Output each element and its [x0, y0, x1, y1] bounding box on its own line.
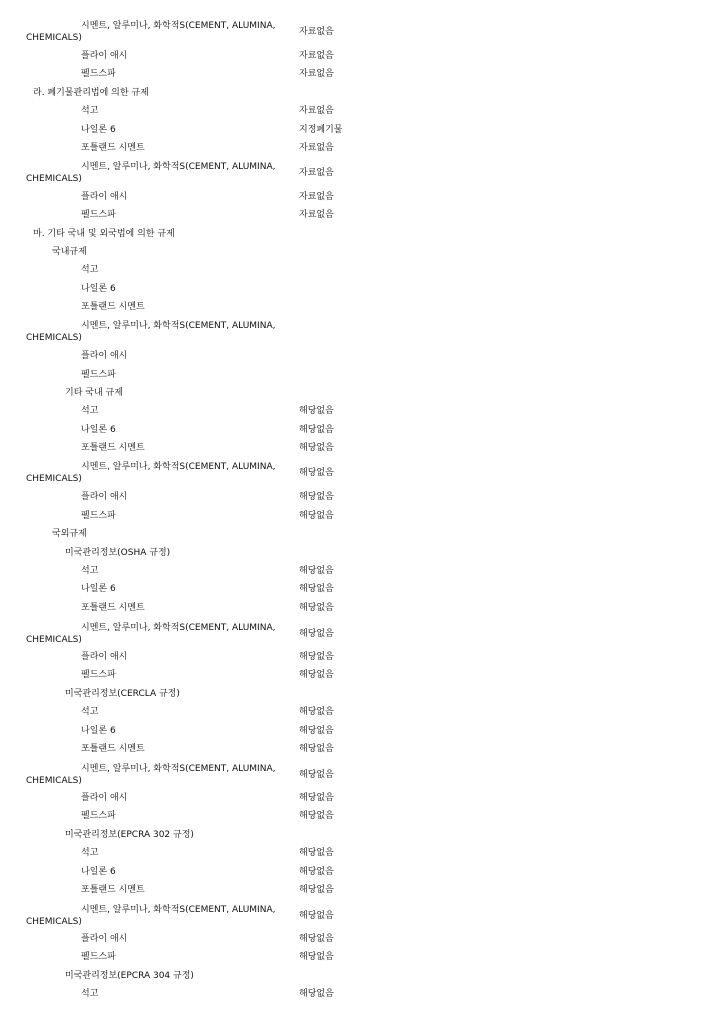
item-name-continued: CHEMICALS)	[26, 333, 82, 343]
gypsum-row	[0, 706, 724, 718]
portland-row	[0, 884, 724, 896]
item-value: 해당없음	[299, 584, 334, 594]
feldspar-row	[0, 951, 724, 963]
item-name: 펠드스파	[81, 69, 116, 79]
item-value: 해당없음	[299, 443, 334, 453]
item-name: 플라이 애시	[81, 51, 128, 61]
item-value: 해당없음	[299, 911, 334, 921]
item-name: 석고	[81, 566, 99, 576]
item-name: 펠드스파	[81, 210, 116, 220]
item-name: 펠드스파	[81, 511, 116, 521]
fly-ash-row	[0, 651, 724, 663]
item-name: 시멘트, 알루미나, 화학적S(CEMENT, ALUMINA,	[81, 462, 276, 472]
feldspar-row	[0, 510, 724, 522]
item-value: 해당없음	[299, 934, 334, 944]
item-value: 지정폐기물	[299, 125, 343, 135]
item-value: 해당없음	[299, 670, 334, 680]
item-value: 해당없음	[299, 793, 334, 803]
item-name: 나일론 6	[81, 584, 116, 594]
feldspar-row	[0, 810, 724, 822]
item-value: 해당없음	[299, 406, 334, 416]
item-value: 해당없음	[299, 726, 334, 736]
item-name: 포틀랜드 시멘트	[81, 603, 145, 613]
feldspar-row	[0, 68, 724, 80]
cement-row	[0, 20, 724, 44]
item-name: 펠드스파	[81, 952, 116, 962]
item-value: 해당없음	[299, 867, 334, 877]
gypsum-row	[0, 847, 724, 859]
item-name-continued: CHEMICALS)	[26, 635, 82, 645]
item-name: 펠드스파	[81, 811, 116, 821]
portland-row	[0, 602, 724, 614]
cement-row	[0, 763, 724, 787]
item-name: 시멘트, 알루미나, 화학적S(CEMENT, ALUMINA,	[81, 623, 276, 633]
fly-ash-row	[0, 792, 724, 804]
waste-law-heading: 라. 폐기물관리법에 의한 규제	[33, 88, 149, 98]
item-name-continued: CHEMICALS)	[26, 474, 82, 484]
cement-row	[0, 622, 724, 646]
item-name: 포틀랜드 시멘트	[81, 443, 145, 453]
item-name: 시멘트, 알루미나, 화학적S(CEMENT, ALUMINA,	[81, 905, 276, 915]
nylon6-row	[0, 866, 724, 878]
cement-row	[0, 461, 724, 485]
other-domestic-heading: 기타 국내 규제	[65, 388, 123, 398]
item-name: 시멘트, 알루미나, 화학적S(CEMENT, ALUMINA,	[81, 764, 276, 774]
item-value: 해당없음	[299, 744, 334, 754]
nylon6-row	[0, 583, 724, 595]
item-value: 해당없음	[299, 425, 334, 435]
item-value: 해당없음	[299, 848, 334, 858]
fly-ash-row	[0, 491, 724, 503]
portland-row	[0, 142, 724, 154]
item-name: 석고	[81, 989, 99, 999]
item-name: 나일론 6	[81, 425, 116, 435]
item-name: 플라이 애시	[81, 492, 128, 502]
item-name: 석고	[81, 406, 99, 416]
item-name: 플라이 애시	[81, 793, 128, 803]
item-name: 석고	[81, 106, 99, 116]
item-value: 자료없음	[299, 210, 334, 220]
item-name: 시멘트, 알루미나, 화학적S(CEMENT, ALUMINA,	[81, 162, 276, 172]
item-name: 플라이 애시	[81, 192, 128, 202]
item-value: 자료없음	[299, 168, 334, 178]
item-name: 나일론 6	[81, 726, 116, 736]
foreign-heading: 국외규제	[52, 529, 87, 539]
gypsum-row	[0, 565, 724, 577]
item-value: 자료없음	[299, 106, 334, 116]
nylon6-row	[0, 124, 724, 136]
epcra302-heading: 미국관리정보(EPCRA 302 규정)	[65, 830, 194, 840]
item-name: 포틀랜드 시멘트	[81, 143, 145, 153]
item-value: 해당없음	[299, 885, 334, 895]
osha-heading: 미국관리정보(OSHA 규정)	[65, 548, 171, 558]
feldspar-row	[0, 209, 724, 221]
item-value: 자료없음	[299, 143, 334, 153]
item-value: 해당없음	[299, 952, 334, 962]
item-value: 해당없음	[299, 629, 334, 639]
feldspar-row	[0, 669, 724, 681]
item-name-continued: CHEMICALS)	[26, 174, 82, 184]
gypsum-row	[0, 988, 724, 1000]
item-name: 나일론 6	[81, 867, 116, 877]
item-name: 석고	[81, 265, 99, 275]
item-value: 해당없음	[299, 511, 334, 521]
item-value: 자료없음	[299, 192, 334, 202]
nylon6-row	[0, 725, 724, 737]
gypsum-row	[0, 405, 724, 417]
item-name: 포틀랜드 시멘트	[81, 302, 145, 312]
item-value: 해당없음	[299, 492, 334, 502]
item-name: 펠드스파	[81, 370, 116, 380]
gypsum-row	[0, 264, 724, 276]
nylon6-row	[0, 283, 724, 295]
fly-ash-row	[0, 350, 724, 362]
domestic-heading: 국내규제	[52, 247, 87, 257]
item-name: 나일론 6	[81, 125, 116, 135]
item-value: 해당없음	[299, 770, 334, 780]
item-name: 펠드스파	[81, 670, 116, 680]
fly-ash-row	[0, 50, 724, 62]
item-name-continued: CHEMICALS)	[26, 33, 82, 43]
item-name-continued: CHEMICALS)	[26, 776, 82, 786]
nylon6-row	[0, 424, 724, 436]
portland-row	[0, 301, 724, 313]
cement-row	[0, 161, 724, 185]
item-value: 해당없음	[299, 468, 334, 478]
gypsum-row	[0, 105, 724, 117]
item-name: 플라이 애시	[81, 934, 128, 944]
item-name: 플라이 애시	[81, 652, 128, 662]
item-name: 나일론 6	[81, 284, 116, 294]
item-value: 해당없음	[299, 652, 334, 662]
item-name: 포틀랜드 시멘트	[81, 744, 145, 754]
item-value: 자료없음	[299, 69, 334, 79]
fly-ash-row	[0, 933, 724, 945]
item-name: 석고	[81, 707, 99, 717]
portland-row	[0, 743, 724, 755]
feldspar-row	[0, 369, 724, 381]
item-name: 플라이 애시	[81, 351, 128, 361]
item-name: 시멘트, 알루미나, 화학적S(CEMENT, ALUMINA,	[81, 321, 276, 331]
cement-row	[0, 320, 724, 344]
other-law-heading: 마. 기타 국내 및 외국법에 의한 규제	[33, 229, 175, 239]
item-value: 자료없음	[299, 51, 334, 61]
cercla-heading: 미국관리정보(CERCLA 규정)	[65, 689, 180, 699]
epcra304-heading: 미국관리정보(EPCRA 304 규정)	[65, 971, 194, 981]
item-value: 해당없음	[299, 603, 334, 613]
portland-row	[0, 442, 724, 454]
item-value: 자료없음	[299, 27, 334, 37]
item-name: 시멘트, 알루미나, 화학적S(CEMENT, ALUMINA,	[81, 21, 276, 31]
item-value: 해당없음	[299, 566, 334, 576]
item-value: 해당없음	[299, 811, 334, 821]
item-value: 해당없음	[299, 707, 334, 717]
item-name-continued: CHEMICALS)	[26, 917, 82, 927]
item-value: 해당없음	[299, 989, 334, 999]
cement-row	[0, 904, 724, 928]
fly-ash-row	[0, 191, 724, 203]
item-name: 석고	[81, 848, 99, 858]
item-name: 포틀랜드 시멘트	[81, 885, 145, 895]
